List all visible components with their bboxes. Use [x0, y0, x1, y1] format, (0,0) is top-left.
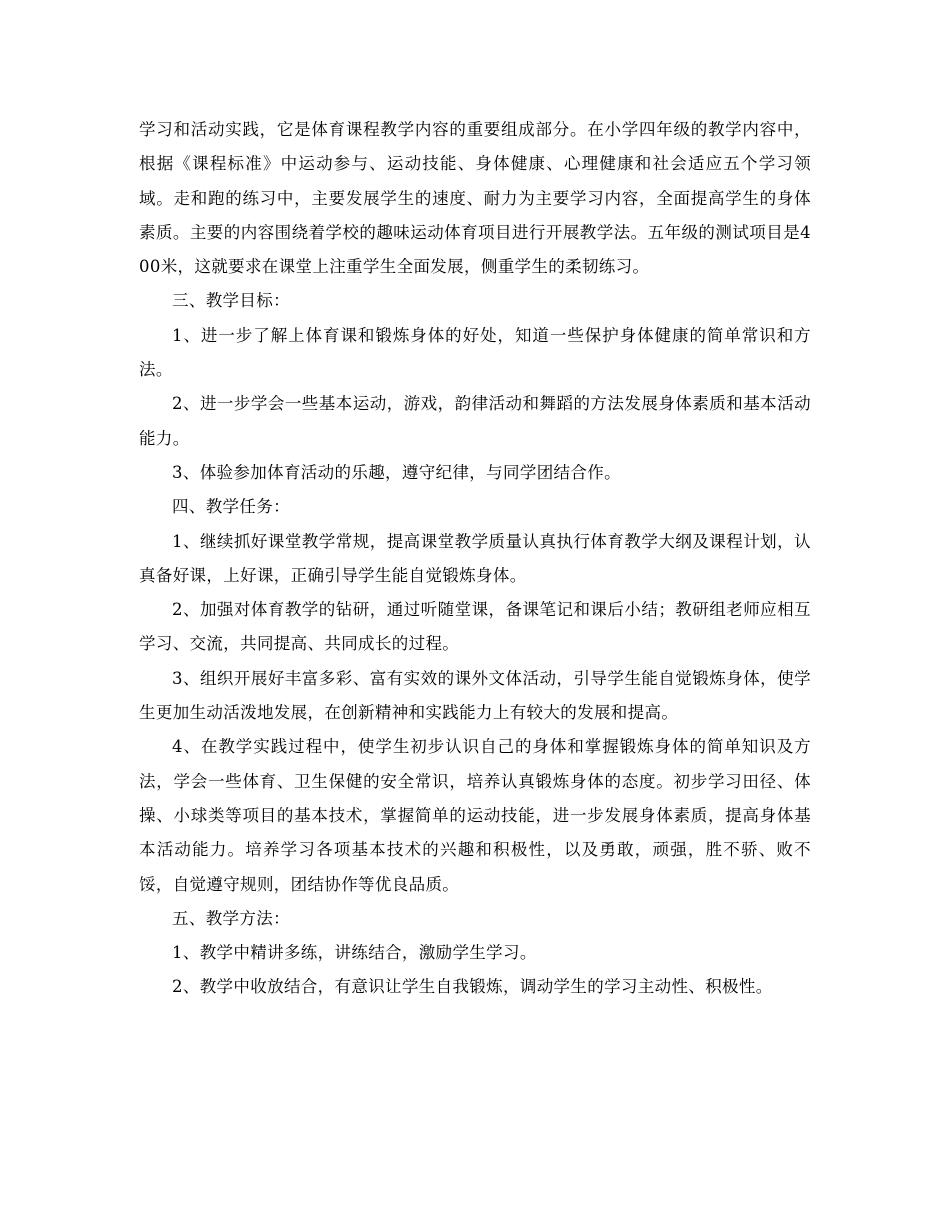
heading-teaching-goals: 三、教学目标：	[172, 291, 290, 311]
paragraph-task-2: 2、加强对体育教学的钻研，通过听随堂课，备课笔记和课后小结；教研组老师应相互学习、交流，共同提高、共同成长的过程。	[139, 600, 811, 654]
paragraph-method-2: 2、教学中收放结合，有意识让学生自我锻炼，调动学生的学习主动性、积极性。	[172, 977, 773, 997]
document-page	[139, 113, 811, 1005]
heading-teaching-tasks: 四、教学任务：	[172, 497, 290, 517]
paragraph-method-1: 1、教学中精讲多练，讲练结合，激励学生学习。	[172, 943, 537, 963]
paragraph-task-4: 4、在教学实践过程中，使学生初步认识自己的身体和掌握锻炼身体的简单知识及方法，学会一些体育、卫生保健的安全常识，培养认真锻炼身体的态度。初步学习田径、体操、小球类等项目的基本技术，掌握简单的运动技能，进一步发展身体素质，提高身体基本活动能力。培养学习各项基本技术的兴趣和积极性，以及勇敢，顽强，胜不骄、败不馁，自觉遵守规则，团结协作等优良品质。	[139, 737, 811, 894]
paragraph-goal-1: 1、进一步了解上体育课和锻炼身体的好处，知道一些保护身体健康的简单常识和方法。	[139, 325, 811, 380]
paragraph-goal-2: 2、进一步学会一些基本运动，游戏，韵律活动和舞蹈的方法发展身体素质和基本活动能力。	[139, 394, 811, 448]
heading-teaching-methods: 五、教学方法：	[172, 908, 290, 928]
paragraph-task-3: 3、组织开展好丰富多彩、富有实效的课外文体活动，引导学生能自觉锻炼身体，使学生更加生动活泼地发展，在创新精神和实践能力上有较大的发展和提高。	[139, 668, 811, 723]
paragraph-intro-continuation: 学习和活动实践，它是体育课程教学内容的重要组成部分。在小学四年级的教学内容中，根据《课程标准》中运动参与、运动技能、身体健康、心理健康和社会适应五个学习领域。走和跑的练习中，主要发展学生的速度、耐力为主要学习内容，全面提高学生的身体素质。主要的内容围绕着学校的趣味运动体育项目进行开展教学法。五年级的测试项目是400米，这就要求在课堂上注重学生全面发展，侧重学生的柔韧练习。	[139, 120, 811, 277]
paragraph-goal-3: 3、体验参加体育活动的乐趣，遵守纪律，与同学团结合作。	[172, 462, 621, 482]
paragraph-task-1: 1、继续抓好课堂教学常规，提高课堂教学质量认真执行体育教学大纲及课程计划，认真备好课，上好课，正确引导学生能自觉锻炼身体。	[139, 531, 811, 585]
